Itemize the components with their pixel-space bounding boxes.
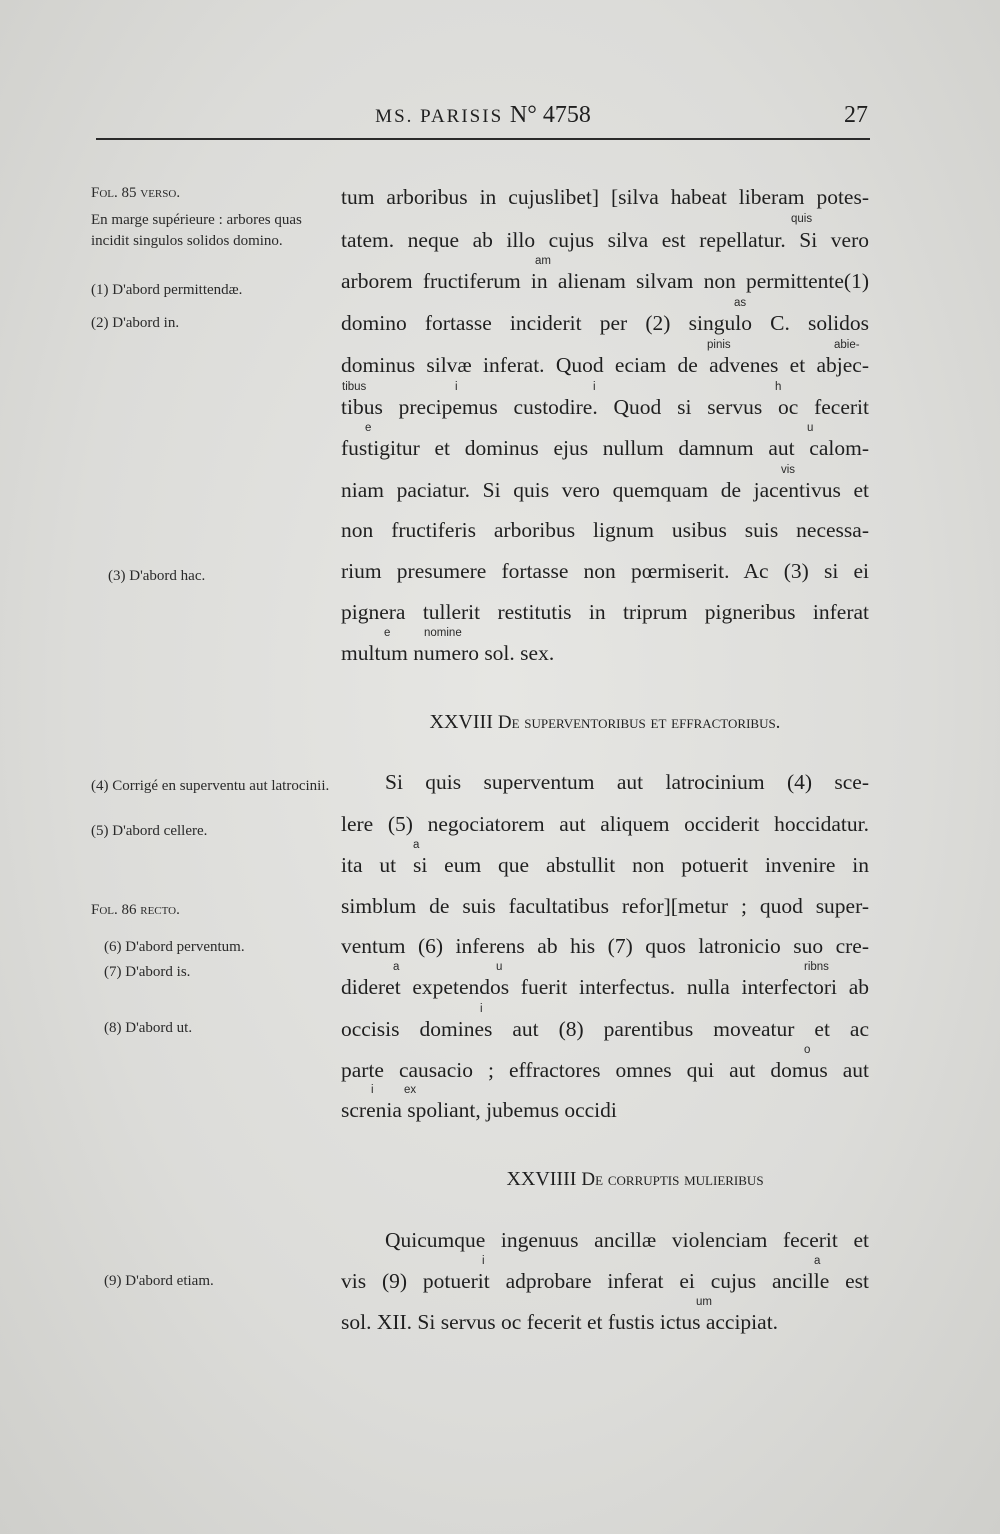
interlinear-correction: ribns	[804, 961, 829, 973]
interlinear-correction: u	[496, 961, 503, 973]
folio-note-2: Fol. 86 recto.	[91, 902, 180, 918]
manuscript-number: N° 4758	[509, 102, 591, 128]
footnote-5: (5) D'abord cellere.	[91, 823, 208, 839]
text-line: lere (5) negociatorem aut aliquem occiderit hoccidatur.	[341, 812, 869, 836]
text-line: ita ut si eum que abstullit non potuerit invenire in	[341, 853, 869, 877]
interlinear-correction: as	[734, 297, 747, 309]
text-line: domino fortasse inciderit per (2) singulo C. solidos	[341, 311, 869, 335]
interlinear-correction: pinis	[707, 339, 731, 351]
chapter-title: De corruptis mulieribus	[581, 1169, 764, 1190]
interlinear-correction: e	[365, 422, 372, 434]
interlinear-correction: am	[535, 255, 551, 267]
interlinear-correction: um	[696, 1296, 712, 1308]
running-header	[96, 98, 870, 140]
chapter-number: XXVIII	[429, 711, 493, 733]
text-line: tum arboribus in cujuslibet] [silva habeat liberam potes-	[341, 185, 869, 209]
interlinear-correction: nomine	[424, 627, 462, 639]
footnote-8: (8) D'abord ut.	[104, 1020, 193, 1036]
interlinear-correction: o	[804, 1044, 811, 1056]
text-line: multum numero sol. sex.	[341, 641, 555, 665]
interlinear-correction: ex	[404, 1084, 417, 1096]
text-line: tatem. neque ab illo cujus silva est repellatur. Si vero	[341, 228, 869, 252]
text-line: ventum (6) inferens ab his (7) quos latronicio suo cre-	[341, 934, 869, 958]
footnote-9: (9) D'abord etiam.	[104, 1273, 214, 1289]
text-line: occisis domines aut (8) parentibus moveatur et ac	[341, 1017, 869, 1041]
text-line: dideret expetendos fuerit interfectus. nulla interfectori ab	[341, 975, 869, 999]
footnote-7: (7) D'abord is.	[104, 964, 191, 980]
page-number: 27	[844, 102, 868, 128]
interlinear-correction: quis	[791, 213, 813, 225]
chapter-title: De superventoribus et effractoribus.	[497, 712, 781, 733]
interlinear-correction: u	[807, 422, 814, 434]
text-line: Quicumque ingenuus ancillæ violenciam fecerit et	[385, 1228, 869, 1252]
text-line: dominus silvæ inferat. Quod eciam de advenes et abjec-	[341, 353, 869, 377]
text-line: vis (9) potuerit adprobare inferat ei cujus ancille est	[341, 1269, 869, 1293]
folio-note: Fol. 85 verso.	[91, 185, 181, 201]
interlinear-correction: i	[593, 381, 596, 393]
text-line: parte causacio ; effractores omnes qui aut domus aut	[341, 1058, 869, 1082]
text-line: pignera tullerit restitutis in triprum pigneribus inferat	[341, 600, 869, 624]
text-line: rium presumere fortasse non pœrmiserit. Ac (3) si ei	[341, 559, 869, 583]
chapter-number: XXVIIII	[506, 1168, 577, 1190]
interlinear-correction: abie-	[834, 339, 860, 351]
interlinear-correction: h	[775, 381, 782, 393]
running-title-text: MS. PARISIS	[375, 106, 504, 127]
text-line: arborem fructiferum in alienam silvam non permittente(1)	[341, 269, 869, 293]
text-line: Si quis superventum aut latrocinium (4) sce-	[385, 770, 869, 794]
interlinear-correction: vis	[781, 464, 796, 476]
interlinear-correction: a	[814, 1255, 821, 1267]
text-line: screnia spoliant, jubemus occidi	[341, 1098, 617, 1122]
footnote-4: (4) Corrigé en superventu aut latrocinii.	[91, 778, 330, 794]
margin-note: En marge supérieure : arbores quas incidit singulos solidos domino.	[91, 212, 302, 249]
text-line: sol. XII. Si servus oc fecerit et fustis ictus accipiat.	[341, 1310, 779, 1334]
footnote-1: (1) D'abord permittendæ.	[91, 282, 243, 298]
interlinear-correction: e	[384, 627, 391, 639]
running-title	[96, 102, 870, 129]
text-line: non fructiferis arboribus lignum usibus suis necessa-	[341, 518, 869, 542]
text-line: tibus precipemus custodire. Quod si servus oc fecerit	[341, 395, 869, 419]
footnote-3: (3) D'abord hac.	[108, 568, 206, 584]
interlinear-correction: tibus	[342, 381, 367, 393]
text-line: simblum de suis facultatibus refor][metur ; quod super-	[341, 894, 869, 918]
chapter-heading-28	[341, 711, 869, 734]
interlinear-correction: a	[393, 961, 400, 973]
chapter-heading-29	[371, 1168, 899, 1191]
text-line: fustigitur et dominus ejus nullum damnum aut calom-	[341, 436, 869, 460]
interlinear-correction: i	[371, 1084, 374, 1096]
footnote-6: (6) D'abord perventum.	[104, 939, 245, 955]
text-line: niam paciatur. Si quis vero quemquam de jacentivus et	[341, 478, 869, 502]
interlinear-correction: i	[455, 381, 458, 393]
interlinear-correction: a	[413, 839, 420, 851]
interlinear-correction: i	[480, 1003, 483, 1015]
interlinear-correction: i	[482, 1255, 485, 1267]
footnote-2: (2) D'abord in.	[91, 315, 180, 331]
